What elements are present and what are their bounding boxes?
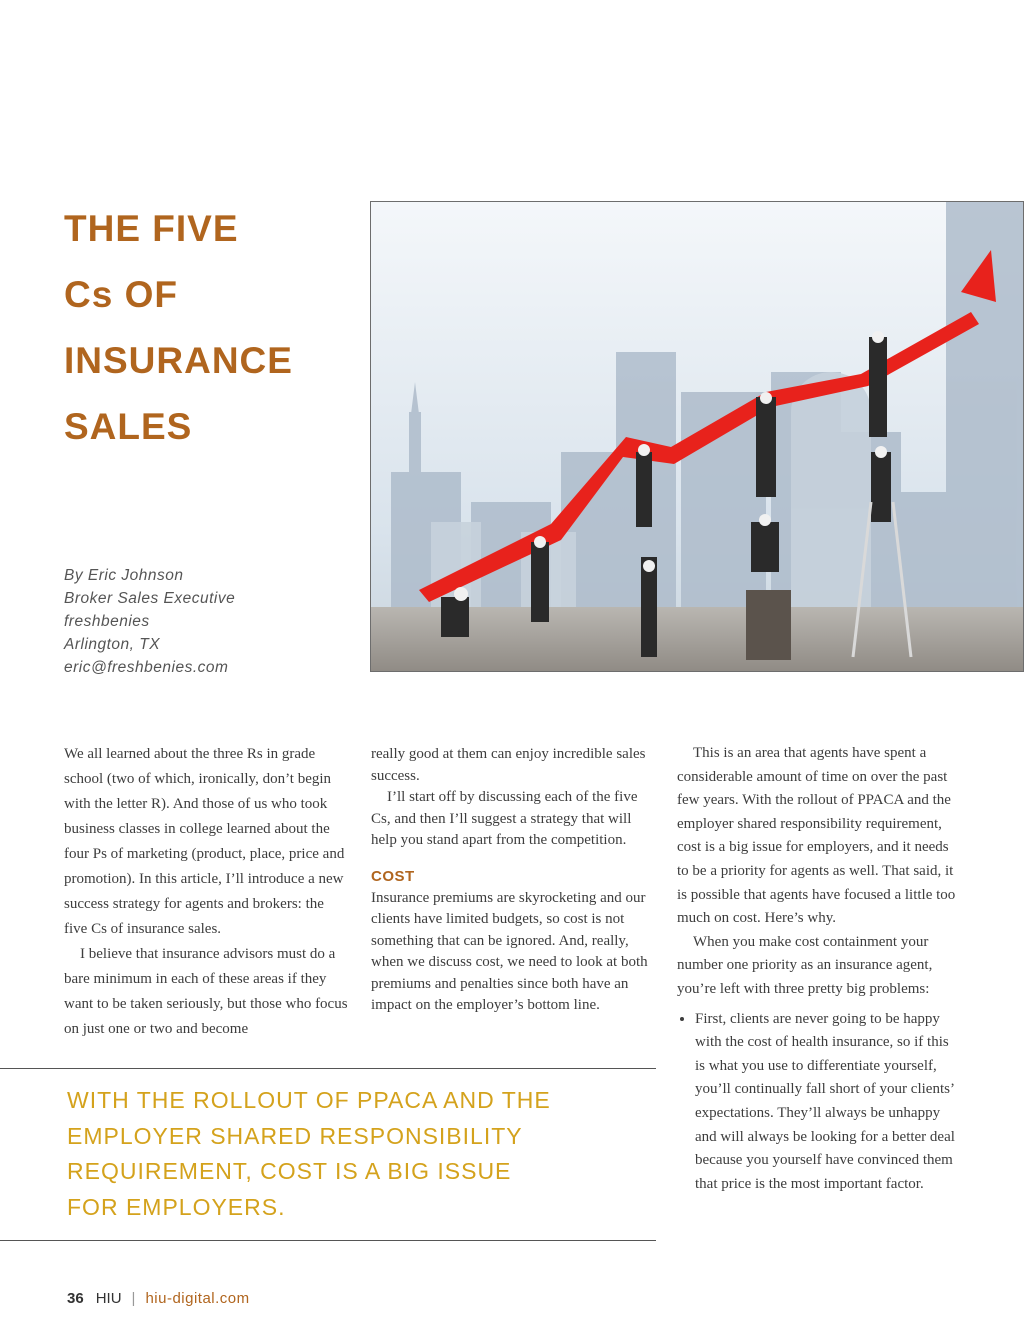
pullquote-bottom-rule [0,1240,656,1241]
page-footer [67,1290,250,1307]
pull-quote-line: EMPLOYER SHARED RESPONSIBILITY [67,1122,523,1149]
paragraph: When you make cost containment your number one priority as an insurance agent, you’re left with three pretty big problems: [677,933,933,997]
pull-quote [67,1083,627,1225]
paragraph: Insurance premiums are skyrocketing and our clients have limited budgets, so cost is not something that can be ignored. And, really, when we discuss cost, we need to look at both premiums and penalties since both have an impact on the employer’s bottom line. [371,889,648,1013]
author-email: eric@freshbenies.com [64,659,229,676]
author-byline [64,564,354,679]
pull-quote-line: REQUIREMENT, COST IS A BIG ISSUE [67,1158,512,1184]
pullquote-top-rule [0,1068,656,1069]
page-number: 36 [67,1290,84,1307]
magazine-name: HIU [95,1290,122,1307]
author-company: freshbenies [64,613,150,630]
pull-quote-line: WITH THE ROLLOUT OF PPACA AND THE [67,1087,551,1113]
author-location: Arlington, TX [64,636,161,653]
website-link[interactable]: hiu-digital.com [145,1290,250,1307]
body-column-2 [371,744,651,1017]
section-heading-cost: COST [371,867,415,885]
paragraph: This is an area that agents have spent a considerable amount of time on over the past few years. With the rollout of PPACA and the employer shared responsibility requirement, cost is a big issue for employers, and it needs to be a priority for agents as well. That said, it is possible that agents have focused a little too much on cost. Here’s why. [677,745,956,927]
author-name: By Eric Johnson [64,567,184,584]
author-role: Broker Sales Executive [64,590,236,607]
paragraph: I’ll start off by discussing each of the five Cs, and then I’ll suggest a strategy that will help you stand apart from the competition. [371,789,638,848]
body-column-3 [677,742,962,1196]
pull-quote-line: FOR EMPLOYERS. [67,1193,286,1220]
body-column-1 [64,742,349,1042]
title-line: SALES [64,406,193,447]
paragraph: I believe that insurance advisors must do a bare minimum in each of these areas if they want to be taken seriously, but those who focus on just one or two and become [64,946,348,1037]
list-item: • First, clients are never going to be happy with the cost of health insurance, so if this is what you use to differentiate yourself, you’ll continually fall short of your clients’ expectations. They’ll always be unhappy and will always be looking for a better deal because you yourself have convinced them that price is the most important factor. [695,1008,962,1197]
paragraph: really good at them can enjoy incredible sales success. [371,746,646,784]
red-growth-arrow-photo-icon [371,202,1024,672]
hero-image [370,201,1024,672]
title-line: Cs OF [64,274,178,315]
paragraph: We all learned about the three Rs in grade school (two of which, ironically, don’t begin with the letter R). And those of us who took business classes in college learned about the four Ps of marketing (product, place, price and promotion). In this article, I’ll introduce a new success strategy for agents and brokers: the five Cs of insurance sales. [64,746,345,937]
article-title [64,196,354,460]
title-line: THE FIVE [64,208,239,249]
problem-list [677,1008,962,1197]
footer-separator: | [131,1290,136,1307]
title-line: INSURANCE [64,340,293,381]
